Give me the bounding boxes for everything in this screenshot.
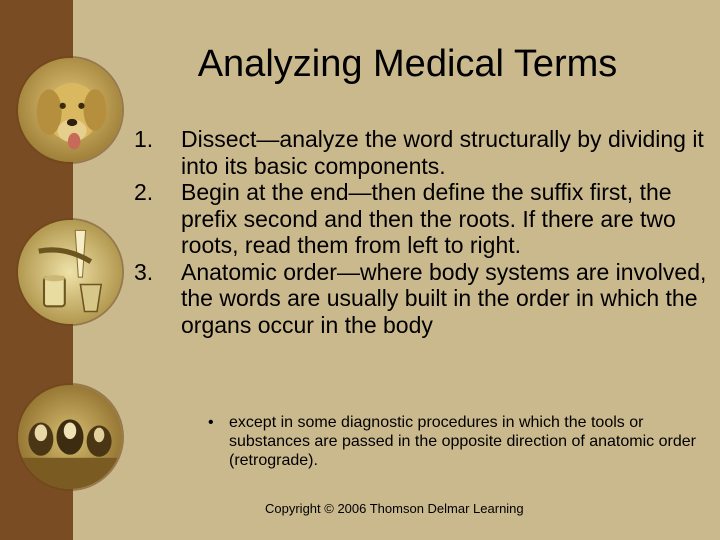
step-number: 3. [134,258,154,285]
sub-points-list [204,413,704,470]
steps-list [134,126,714,338]
lab-glassware-medallion-image [18,220,122,324]
cows-medallion-image [18,385,122,489]
step-text: Anatomic order—where body systems are involved, the words are usually built in the order in which the organs occur in the body [181,258,707,338]
step-number: 1. [134,126,154,152]
list-item [134,259,714,339]
list-item [204,413,704,470]
list-item [134,126,714,179]
copyright-notice: Copyright © 2006 Thomson Delmar Learning [265,501,524,516]
step-text: Dissect—analyze the word structurally by dividing it into its basic components. [181,126,704,179]
bullet-glyph: • [208,414,214,431]
step-number: 2. [134,179,154,205]
list-item [134,179,714,259]
sub-point-text: except in some diagnostic procedures in which the tools or substances are passed in the opposite direction of anatomic order (retrograde). [229,414,696,469]
slide-title: Analyzing Medical Terms [197,43,618,85]
step-text: Begin at the end—then define the suffix first, the prefix second and then the roots. If there are two roots, read them from left to right. [181,179,676,258]
